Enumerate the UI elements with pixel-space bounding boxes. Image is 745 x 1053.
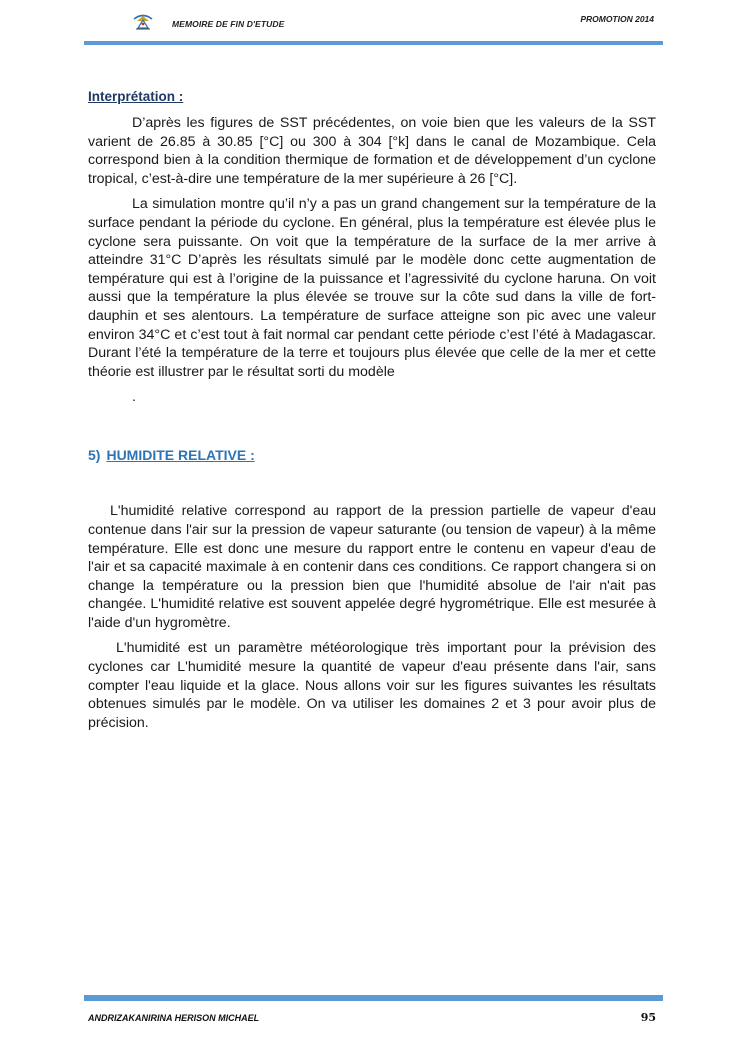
university-logo-icon	[128, 10, 158, 32]
page-number: 95	[640, 1011, 656, 1024]
paragraph-humidity-importance: L'humidité est un paramètre météorologique très important pour la prévision des cyclones car L'humidité mesure la quantité de vapeur d'eau présente dans l'air, sans compter l'eau liquide et la glace. Nous allons voir sur les figures suivantes les résultats obtenues simulés par le modèle. On va utiliser les domaines 2 et 3 pour avoir plus de précision.	[88, 640, 656, 731]
footer-author: ANDRIZAKANIRINA HERISON MICHAEL	[88, 1013, 260, 1023]
stray-dot: .	[132, 389, 136, 406]
header-title: MEMOIRE DE FIN D'ETUDE	[172, 19, 285, 29]
interpretation-heading: Interprétation :	[88, 89, 184, 104]
paragraph-simulation: La simulation montre qu’il n’y a pas un grand changement sur la température de la surface pendant la période du cyclone. En général, plus la température est élevée plus le cyclone sera puissante. On voit que la température de la surface de la mer arrive à atteindre 31°C D’après les résultats simulé par le modèle donc cette augmentation de température qui est à l’origine de la puissance et l’agressivité du cyclone haruna. On voit aussi que la température la plus élevée se trouve sur la côte sud dans la ville de fort-dauphin et ses alentours. La température de surface atteigne son pic avec une valeur environ 34°C et c’est tout à fait normal car pendant cette période c’est l’été à Madagascar. Durant l’été la température de la terre et toujours plus élevée que celle de la mer et cette théorie est illustrer par le résultat sorti du modèle	[88, 196, 656, 380]
page-body	[88, 88, 656, 739]
section-number: 5)	[88, 447, 101, 464]
paragraph-humidity-definition: L'humidité relative correspond au rapport de la pression partielle de vapeur d'eau contenue dans l'air sur la pression de vapeur saturante (ou tension de vapeur) à la même température. Elle est donc une mesure du rapport entre le contenu en vapeur d'eau de l'air et sa capacité maximale à en contenir dans ces conditions. Ce rapport changera si on change la température ou la pression bien que l'humidité absolue de l'air n'ait pas changée. L'humidité relative est souvent appelée degré hygrométrique. Elle est mesurée à l'aide d'un hygromètre.	[88, 503, 656, 631]
section-title: HUMIDITE RELATIVE :	[106, 447, 255, 464]
spacer	[88, 464, 656, 502]
paragraph-sst-values: D’après les figures de SST précédentes, on voie bien que les valeurs de la SST varient de 26.85 à 30.85 [°C] ou 300 à 304 [°k] dans le canal de Mozambique. Cela correspond bien à la condition thermique de formation et de développement d’un cyclone tropical, c’est-à-dire une température de la mer supérieure à 26 [°C].	[88, 115, 656, 187]
header-rule	[84, 41, 663, 45]
section-heading-humidity	[88, 446, 656, 464]
footer-rule	[84, 995, 663, 1001]
header-promotion: PROMOTION 2014	[580, 14, 654, 24]
